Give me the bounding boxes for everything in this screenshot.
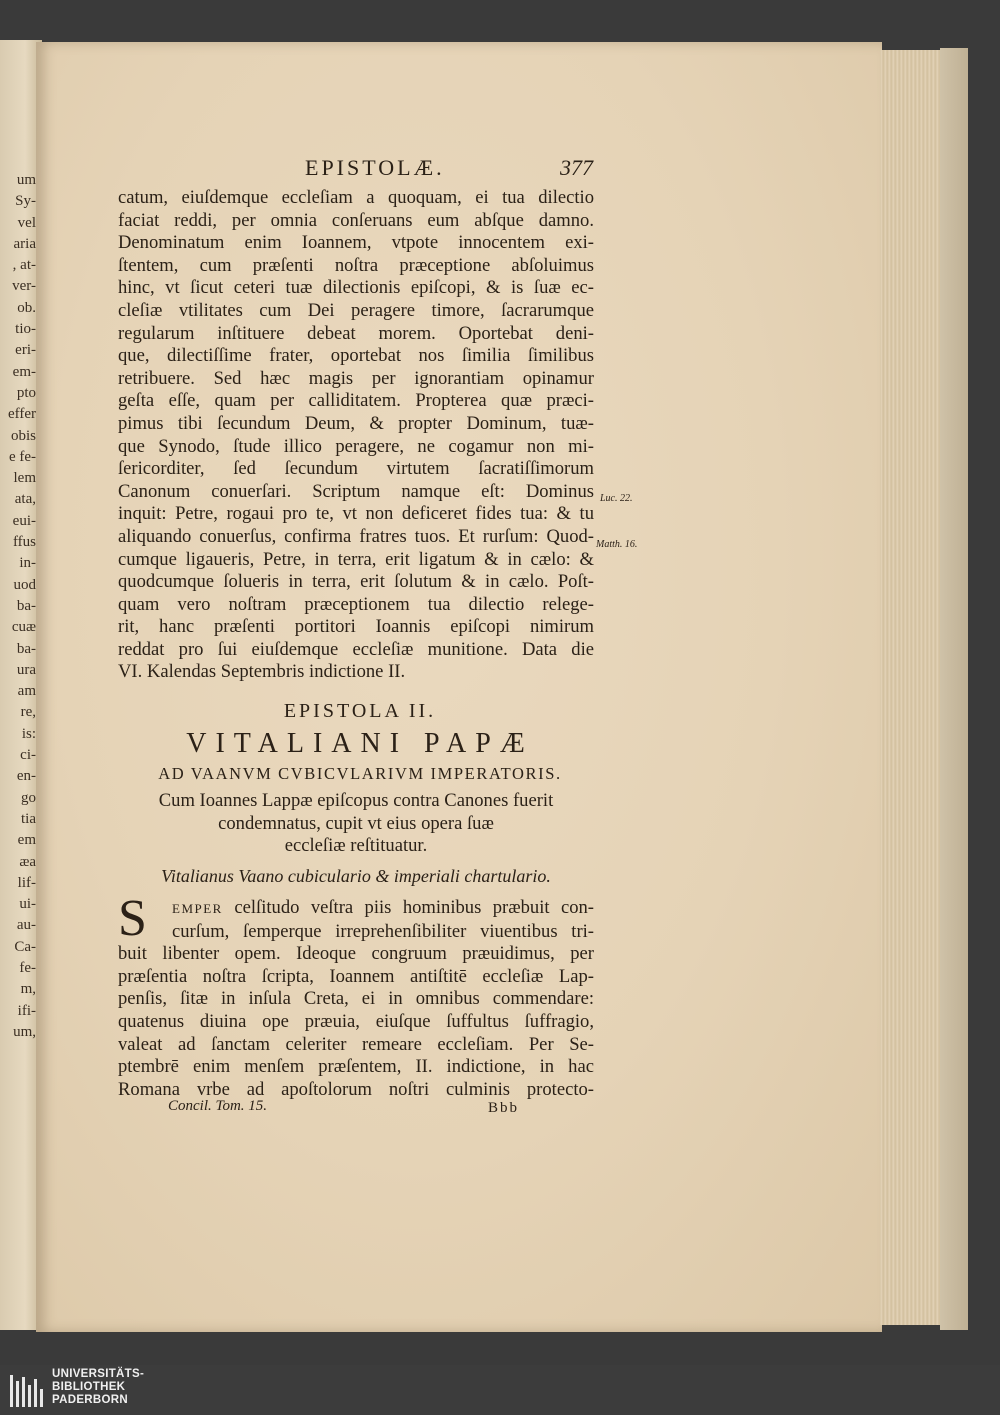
text-line: faciat reddi, per omnia conſeruans eum abſque damno. <box>118 209 594 231</box>
signature-mark: Concil. Tom. 15. <box>168 1098 268 1114</box>
fragment-line: is: <box>21 725 36 742</box>
epistola-author: VITALIANI PAPÆ <box>186 728 534 759</box>
book-board <box>940 48 968 1330</box>
fragment-line: aria <box>13 235 36 252</box>
library-name-line: BIBLIOTHEK <box>52 1381 126 1393</box>
text-line: pimus tibi ſecundum Deum, & propter Dominum, tuæ- <box>118 412 594 434</box>
text-line: reddat pro ſui eiuſdemque eccleſiæ munitione. Data die <box>118 638 594 660</box>
fragment-line: em <box>17 832 36 849</box>
text-line: valeat ad ſanctam celeriter remeare eccleſiam. Per Se- <box>118 1033 594 1055</box>
page-number: 377 <box>560 155 593 180</box>
fragment-line: au- <box>16 917 36 934</box>
text-line: Denominatum enim Ioannem, vtpote innocentem exi- <box>118 232 594 254</box>
text-line: Romana vrbe ad apoſtolorum noſtri culminis protecto- <box>118 1078 594 1100</box>
page-edges <box>880 50 940 1325</box>
text-line: inquit: Petre, rogaui pro te, vt non deficeret fides tua: & tu <box>118 503 594 525</box>
text-line: ſericorditer, ſed ſecundum virtutem ſacratiſſimorum <box>118 458 594 480</box>
summary-line: Cum Ioannes Lappæ epiſcopus contra Canones fuerit <box>158 790 554 811</box>
text-line: retribuere. Sed hæc magis per ignorantiam opinamur <box>118 367 594 389</box>
fragment-line: um, <box>13 1023 36 1040</box>
fragment-line: um <box>16 172 36 188</box>
fragment-line: fe- <box>19 959 36 976</box>
text-line: cleſiæ vtilitates cum Dei peragere timore, ſacrarumque <box>118 299 594 321</box>
fragment-line: go <box>21 789 36 806</box>
text-line: curſum, ſemperque irreprehenſibiliter viuentibus tri- <box>172 920 594 942</box>
fragment-line: in- <box>19 555 36 572</box>
fragment-line: ata, <box>14 491 36 508</box>
fragment-line: ba- <box>16 640 36 657</box>
fragment-line: tia <box>21 810 36 827</box>
library-name-line: PADERBORN <box>52 1394 128 1406</box>
fragment-line: eri- <box>15 342 36 359</box>
margin-note-luc: Luc. 22. <box>600 493 633 504</box>
first-word-small-caps: EMPER <box>172 901 235 916</box>
fragment-line: effer <box>7 406 36 423</box>
fragment-line: ver- <box>12 278 36 295</box>
fragment-line: uod <box>13 576 36 593</box>
text-line: regularum inſtituere debeat morem. Oportebat deni- <box>118 322 594 344</box>
summary-line: eccleſiæ reſtituatur. <box>284 835 428 856</box>
fragment-line: ui- <box>19 896 36 913</box>
fragment-line: ci- <box>20 747 36 764</box>
fragment-line: tio- <box>15 321 36 338</box>
fragment-line: Ca- <box>14 938 36 955</box>
argument-summary <box>118 790 594 858</box>
fragment-line: cuæ <box>11 619 36 636</box>
text-line: aliquando conuerſus, confirma fratres tuos. Et rurſum: Quod- <box>118 525 594 547</box>
fragment-line: ba- <box>16 597 36 614</box>
text-line: que, dilectiſſime frater, oportebat nos ſimilia ſimilibus <box>118 345 594 367</box>
letter-body-1 <box>118 187 594 684</box>
library-name <box>52 1368 144 1407</box>
fragment-line: e fe- <box>8 448 36 465</box>
fragment-line: em- <box>12 363 36 380</box>
letter-body-2 <box>118 890 594 1101</box>
text-line: ptembrē enim menſem præſentem, II. indictione, in hac <box>118 1056 594 1078</box>
fragment-line: en- <box>16 768 36 785</box>
fragment-line: vel <box>17 214 36 231</box>
library-bar <box>0 1365 1000 1415</box>
fragment-line: m, <box>20 981 36 998</box>
text-line: VI. Kalendas Septembris indictione II. <box>118 661 406 683</box>
text-line: quodcumque ſolueris in terra, erit ſolutum & in cælo. Poſt- <box>118 571 594 593</box>
fragment-line: re, <box>20 704 36 721</box>
text-line: penſis, ſitæ in inſula Creta, ei in omnibus commendare: <box>118 988 594 1010</box>
salutation: Vitalianus Vaano cubiculario & imperiali chartulario. <box>161 866 551 886</box>
text-line: ſtentem, cum præſenti noſtra præceptione abſoluimus <box>118 254 594 276</box>
fragment-line: , at- <box>12 257 36 274</box>
text-line: buit libenter opem. Ideoque congruum præuidimus, per <box>118 943 594 965</box>
epistola-number: EPISTOLA II. <box>283 700 437 722</box>
text-line: quatenus diuina ope præuia, eiuſque ſuffultus ſuffragio, <box>118 1010 594 1032</box>
fragment-line: ura <box>16 661 36 678</box>
text-line: præſentia noſtra ſcripta, Ioannem antiſtitē eccleſiæ Lap- <box>118 965 594 987</box>
margin-note-matth: Matth. 16. <box>596 539 638 550</box>
fragment-line: æa <box>19 853 36 870</box>
fragment-line: lif- <box>17 874 36 891</box>
text-line: quam vero noſtram præceptionem tua dilectio relege- <box>118 593 594 615</box>
epistola-addressee: AD VAANVM CVBICVLARIVM IMPERATORIS. <box>158 764 562 783</box>
fragment-line: pto <box>16 384 36 401</box>
text-line: que Synodo, ſtude illico peragere, ne cogamur non mi- <box>118 435 594 457</box>
library-logo-icon <box>8 1373 44 1409</box>
fragment-line: am <box>17 683 36 700</box>
fragment-line: Sy- <box>15 193 36 210</box>
fragment-line: lem <box>13 470 36 487</box>
text-line: geſta eſſe, quam per calliditatem. Propterea quæ præci- <box>118 390 594 412</box>
text-line: catum, eiuſdemque eccleſiam a quoquam, ei tua dilectio <box>118 187 594 208</box>
running-head: EPISTOLÆ. <box>305 155 445 180</box>
text-line: hinc, vt ſicut ceteri tuæ dilectionis epiſcopi, & is ſuæ ec- <box>118 277 594 299</box>
summary-line: condemnatus, cupit vt eius opera ſuæ <box>218 812 494 834</box>
fragment-line: ffus <box>12 534 36 551</box>
text-line: rit, hanc præſenti portitori Ioannis epiſcopi nimirum <box>118 616 594 638</box>
fragment-line: eui- <box>12 512 36 529</box>
text-line: cumque ligaueris, Petre, in terra, erit ligatum & in cælo: & <box>118 548 594 570</box>
fragment-line: ifi- <box>17 1002 36 1019</box>
drop-cap: S <box>118 890 147 947</box>
fragment-line: ob. <box>17 299 36 316</box>
library-name-line: UNIVERSITÄTS- <box>52 1368 145 1380</box>
fragment-line: obis <box>10 427 36 444</box>
text-line-rest: celſitudo veſtra piis hominibus præbuit con- <box>234 897 594 918</box>
text-line <box>118 897 594 921</box>
text-line: Canonum conuerſari. Scriptum namque eſt: Dominus <box>118 480 594 502</box>
catchword: Bbb <box>488 1100 520 1116</box>
